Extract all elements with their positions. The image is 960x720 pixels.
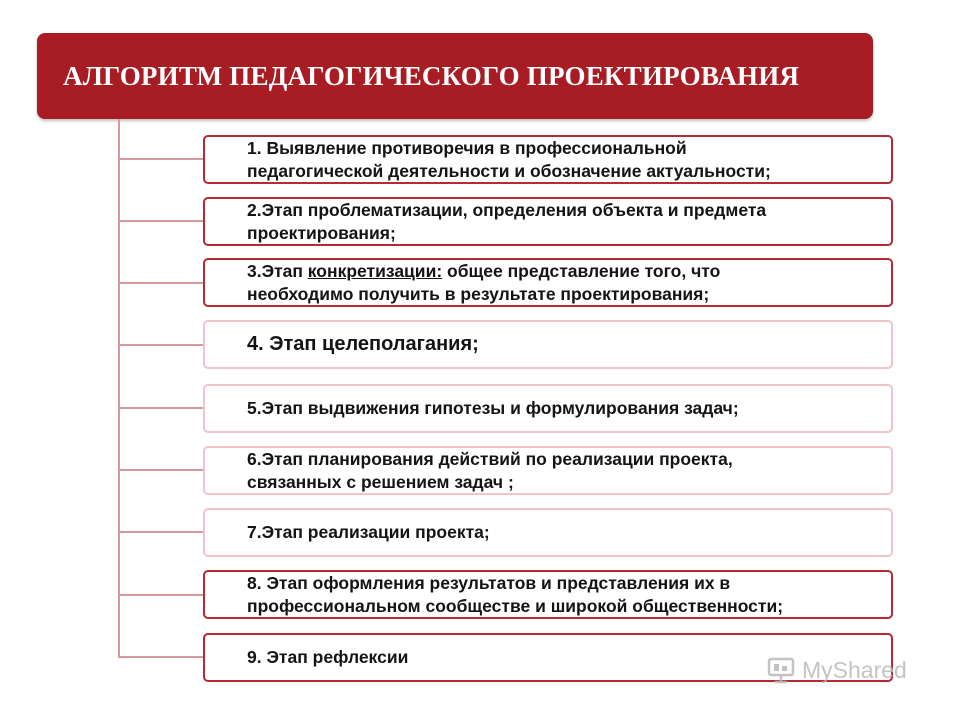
step-1-text: 1. Выявление противоречия в профессиональной педагогической деятельности и обозначение актуальности; bbox=[247, 137, 771, 181]
step-3-text bbox=[247, 260, 720, 306]
step-8-box bbox=[203, 570, 893, 619]
step-1-box bbox=[203, 135, 893, 184]
step-4-text: 4. Этап целеполагания; bbox=[247, 333, 479, 355]
step-6-box bbox=[203, 446, 893, 495]
step-8-text: 8. Этап оформления результатов и представления их в профессиональном сообществе и широкой общественности; bbox=[247, 572, 784, 616]
diagram-title-box bbox=[37, 33, 873, 119]
step-3-underlined-term: конкретизации: bbox=[307, 260, 443, 281]
presentation-board-icon bbox=[766, 655, 796, 685]
connector-branch bbox=[118, 282, 204, 284]
connector-branch bbox=[118, 158, 204, 160]
connector-branch bbox=[118, 469, 204, 471]
connector-branch bbox=[118, 344, 204, 346]
connector-branch bbox=[118, 407, 204, 409]
step-6-text: 6.Этап планирования действий по реализации проекта, связанных с решением задач ; bbox=[247, 448, 733, 492]
connector-branch bbox=[118, 656, 204, 658]
step-9-text: 9. Этап рефлексии bbox=[247, 647, 409, 667]
watermark-text: MyShared bbox=[802, 656, 907, 683]
connector-branch bbox=[118, 531, 204, 533]
connector-trunk bbox=[118, 119, 120, 658]
diagram-title: АЛГОРИТМ ПЕДАГОГИЧЕСКОГО ПРОЕКТИРОВАНИЯ bbox=[63, 60, 800, 91]
step-3-box bbox=[203, 258, 893, 307]
step-3-prefix: 3.Этап bbox=[247, 260, 308, 281]
step-2-box bbox=[203, 197, 893, 246]
step-4-box bbox=[203, 320, 893, 369]
step-5-box bbox=[203, 384, 893, 433]
step-2-text: 2.Этап проблематизации, определения объекта и предмета проектирования; bbox=[247, 199, 767, 243]
connector-branch bbox=[118, 220, 204, 222]
watermark bbox=[766, 655, 907, 685]
connector-branch bbox=[118, 594, 204, 596]
step-5-text: 5.Этап выдвижения гипотезы и формулирования задач; bbox=[247, 398, 739, 418]
step-7-box bbox=[203, 508, 893, 557]
step-7-text: 7.Этап реализации проекта; bbox=[247, 522, 490, 542]
step-3-suffix: общее представление того, что необходимо получить в результате проектирования; bbox=[247, 260, 721, 304]
